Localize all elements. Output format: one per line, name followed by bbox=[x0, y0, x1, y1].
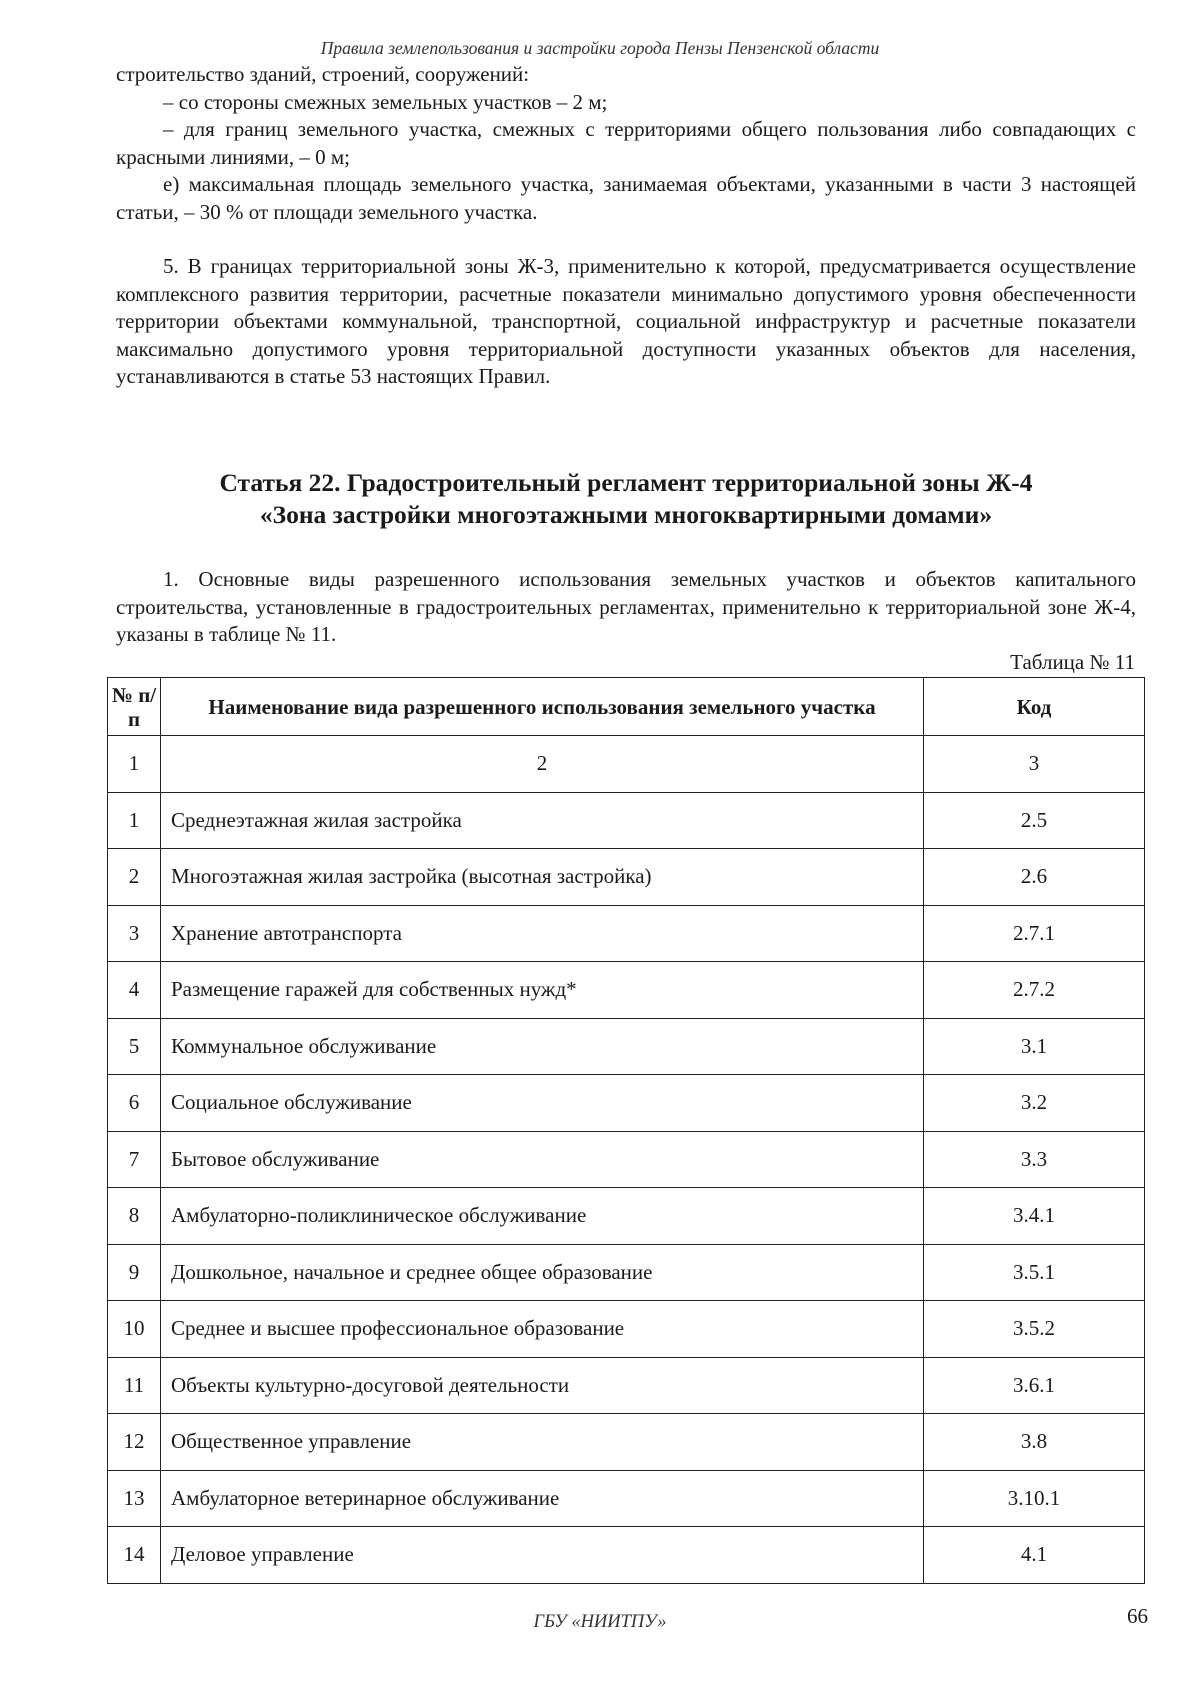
table-row bbox=[108, 849, 1145, 906]
row-num-cell: 3 bbox=[108, 905, 161, 962]
row-code-cell: 3.5.1 bbox=[924, 1244, 1145, 1301]
row-name-cell: Дошкольное, начальное и среднее общее образование bbox=[161, 1244, 924, 1301]
index-cell-1: 1 bbox=[108, 736, 161, 793]
row-name-cell: Среднеэтажная жилая застройка bbox=[161, 792, 924, 849]
row-name-cell: Многоэтажная жилая застройка (высотная застройка) bbox=[161, 849, 924, 906]
table-row bbox=[108, 792, 1145, 849]
row-code-cell: 3.5.2 bbox=[924, 1301, 1145, 1358]
row-num-cell: 4 bbox=[108, 962, 161, 1019]
row-num-cell: 1 bbox=[108, 792, 161, 849]
row-code-cell: 3.8 bbox=[924, 1414, 1145, 1471]
row-num-cell: 7 bbox=[108, 1131, 161, 1188]
row-name-cell: Общественное управление bbox=[161, 1414, 924, 1471]
index-cell-2: 2 bbox=[161, 736, 924, 793]
header-num: № п/п bbox=[108, 678, 161, 736]
row-name-cell: Среднее и высшее профессиональное образование bbox=[161, 1301, 924, 1358]
row-code-cell: 3.1 bbox=[924, 1018, 1145, 1075]
table-row bbox=[108, 1188, 1145, 1245]
row-name-cell: Социальное обслуживание bbox=[161, 1075, 924, 1132]
index-cell-3: 3 bbox=[924, 736, 1145, 793]
header-code: Код bbox=[924, 678, 1145, 736]
row-num-cell: 9 bbox=[108, 1244, 161, 1301]
row-num-cell: 6 bbox=[108, 1075, 161, 1132]
row-code-cell: 3.4.1 bbox=[924, 1188, 1145, 1245]
row-name-cell: Хранение автотранспорта bbox=[161, 905, 924, 962]
text-line-3: – для границ земельного участка, смежных с территориями общего пользования либо совпадающих с красными линиями, – 0 м; bbox=[116, 117, 1136, 169]
row-code-cell: 3.3 bbox=[924, 1131, 1145, 1188]
table-row bbox=[108, 1301, 1145, 1358]
row-code-cell: 4.1 bbox=[924, 1527, 1145, 1584]
row-name-cell: Амбулаторное ветеринарное обслуживание bbox=[161, 1470, 924, 1527]
row-num-cell: 5 bbox=[108, 1018, 161, 1075]
row-name-cell: Деловое управление bbox=[161, 1527, 924, 1584]
row-num-cell: 13 bbox=[108, 1470, 161, 1527]
land-use-table bbox=[107, 677, 1145, 1584]
page-footer: ГБУ «НИИТПУ» bbox=[533, 1612, 667, 1632]
row-code-cell: 2.6 bbox=[924, 849, 1145, 906]
text-line-2: – со стороны смежных земельных участков – 2 м; bbox=[163, 89, 608, 114]
table-row bbox=[108, 1131, 1145, 1188]
row-num-cell: 14 bbox=[108, 1527, 161, 1584]
article-title bbox=[116, 467, 1136, 531]
row-name-cell: Амбулаторно-поликлиническое обслуживание bbox=[161, 1188, 924, 1245]
table-row bbox=[108, 1018, 1145, 1075]
text-line-1: строительство зданий, строений, сооружений: bbox=[116, 62, 530, 86]
row-num-cell: 11 bbox=[108, 1357, 161, 1414]
body-text-top bbox=[116, 61, 1136, 391]
table-row bbox=[108, 1470, 1145, 1527]
row-name-cell: Бытовое обслуживание bbox=[161, 1131, 924, 1188]
table-header-row bbox=[108, 678, 1145, 736]
table-row bbox=[108, 1244, 1145, 1301]
table-row bbox=[108, 1357, 1145, 1414]
page-header: Правила землепользования и застройки города Пензы Пензенской области bbox=[320, 38, 880, 58]
row-name-cell: Коммунальное обслуживание bbox=[161, 1018, 924, 1075]
row-name-cell: Размещение гаражей для собственных нужд* bbox=[161, 962, 924, 1019]
row-code-cell: 3.10.1 bbox=[924, 1470, 1145, 1527]
table-row bbox=[108, 1075, 1145, 1132]
table-row bbox=[108, 962, 1145, 1019]
header-name: Наименование вида разрешенного использования земельного участка bbox=[161, 678, 924, 736]
table-row bbox=[108, 1414, 1145, 1471]
table-row bbox=[108, 1527, 1145, 1584]
row-num-cell: 12 bbox=[108, 1414, 161, 1471]
row-num-cell: 10 bbox=[108, 1301, 161, 1358]
row-name-cell: Объекты культурно-досуговой деятельности bbox=[161, 1357, 924, 1414]
row-code-cell: 2.7.2 bbox=[924, 962, 1145, 1019]
article-title-line-1: Статья 22. Градостроительный регламент территориальной зоны Ж-4 bbox=[219, 468, 1033, 497]
row-num-cell: 8 bbox=[108, 1188, 161, 1245]
row-num-cell: 2 bbox=[108, 849, 161, 906]
table-index-row bbox=[108, 736, 1145, 793]
table-caption: Таблица № 11 bbox=[1010, 650, 1135, 674]
row-code-cell: 3.2 bbox=[924, 1075, 1145, 1132]
paragraph-5: 5. В границах территориальной зоны Ж-3, применительно к которой, предусматривается осуществление комплексного развития территории, расчетные показатели минимально допустимого уровня обеспеченности территории объектами коммунальной, транспортной, социальной инфраструктур и расчетные показатели максимально допустимого уровня территориальной доступности указанных объектов для населения, устанавливаются в статье 53 настоящих Правил. bbox=[116, 254, 1136, 388]
article-intro bbox=[116, 566, 1136, 649]
row-code-cell: 2.7.1 bbox=[924, 905, 1145, 962]
row-code-cell: 2.5 bbox=[924, 792, 1145, 849]
text-line-4: е) максимальная площадь земельного участка, занимаемая объектами, указанными в части 3 настоящей статьи, – 30 % от площади земельного участка. bbox=[116, 172, 1136, 224]
page-number: 66 bbox=[1127, 1604, 1148, 1628]
article-title-line-2: «Зона застройки многоэтажными многоквартирными домами» bbox=[259, 500, 993, 529]
article-intro-text: 1. Основные виды разрешенного использования земельных участков и объектов капитального строительства, установленные в градостроительных регламентах, применительно к территориальной зоне Ж-4, указаны в таблице № 11. bbox=[116, 567, 1136, 646]
table-row bbox=[108, 905, 1145, 962]
row-code-cell: 3.6.1 bbox=[924, 1357, 1145, 1414]
